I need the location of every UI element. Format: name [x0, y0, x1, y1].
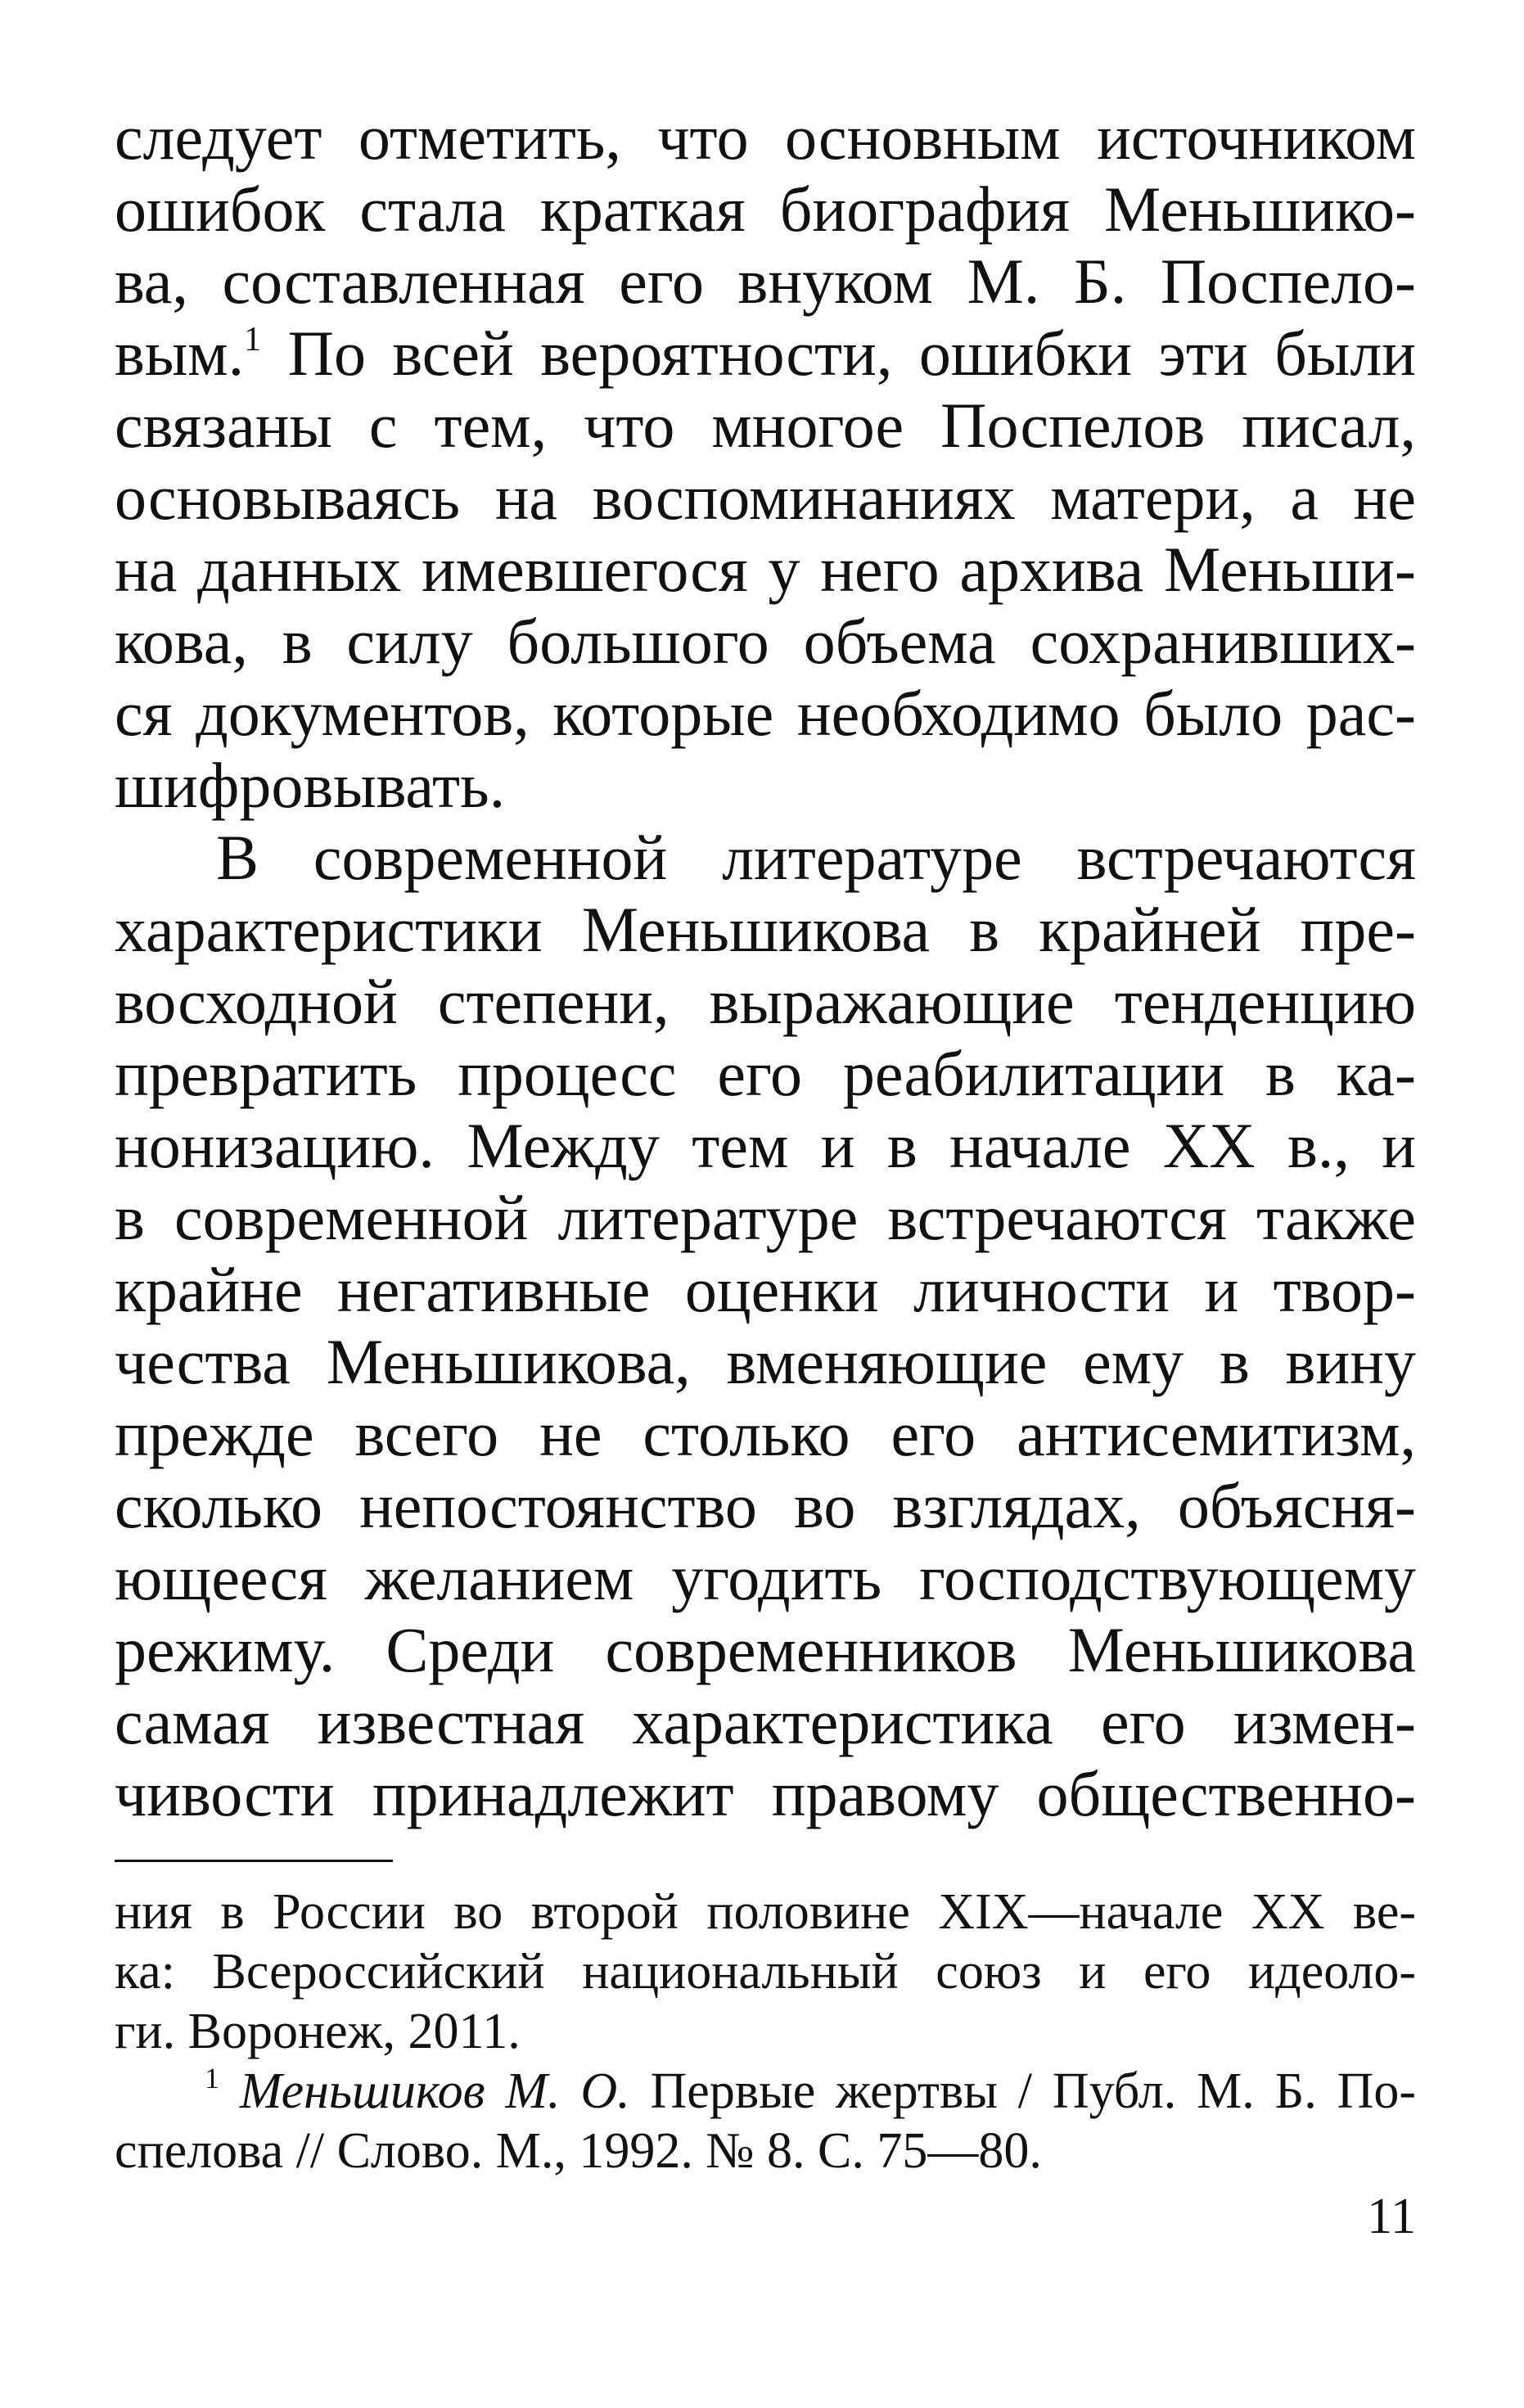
text-line: режиму. Среди современников Меньшикова	[115, 1614, 1416, 1685]
footnote-separator	[115, 1860, 393, 1862]
text-fragment: вым.	[115, 318, 245, 389]
footnote-number: 1	[205, 2062, 219, 2095]
text-line: самая известная характеристика его измен-	[115, 1686, 1416, 1757]
text-line: ошибок стала краткая биография Меньшико-	[115, 174, 1416, 245]
footnote-line: ка: Всероссийский национальный союз и его идеоло-	[115, 1944, 1416, 2000]
footnote-reference: 1	[244, 321, 262, 358]
text-line: восходной степени, выражающие тенденцию	[115, 966, 1416, 1037]
text-line: прежде всего не столько его антисемитизм,	[115, 1398, 1416, 1469]
text-line: связаны с тем, что многое Поспелов писал,	[115, 390, 1416, 461]
text-line: чества Меньшикова, вменяющие ему в вину	[115, 1326, 1416, 1397]
text-line: сколько непостоянство во взглядах, объясня-	[115, 1470, 1416, 1541]
text-line: ва, составленная его внуком М. Б. Поспело-	[115, 246, 1416, 317]
text-line: нонизацию. Между тем и в начале XX в., и	[115, 1110, 1416, 1181]
footnote-author: Меньшиков М. О.	[239, 2063, 630, 2119]
text-line: в современной литературе встречаются также	[115, 1182, 1416, 1253]
text-line: характеристики Меньшикова в крайней пре-	[115, 894, 1416, 965]
text-line: на данных имевшегося у него архива Меньши-	[115, 534, 1416, 605]
text-line: основываясь на воспоминаниях матери, а не	[115, 462, 1416, 533]
footnotes	[115, 1883, 1416, 2181]
text-line: ся документов, которые необходимо было рас-	[115, 678, 1416, 749]
text-line: превратить процесс его реабилитации в ка-	[115, 1038, 1416, 1109]
text-line: кова, в силу большого объема сохранивших-	[115, 606, 1416, 677]
footnote-1-line	[115, 2062, 1416, 2122]
footnote-line: ния в России во второй половине XIX—начале XX ве-	[115, 1884, 1416, 1940]
main-text	[115, 101, 1416, 1830]
text-line: крайне негативные оценки личности и твор-	[115, 1254, 1416, 1325]
footnote-line: спелова // Слово. М., 1992. № 8. С. 75—80.	[115, 2123, 1042, 2179]
text-line: шифровывать.	[115, 750, 506, 821]
footnote-text: Первые жертвы / Публ. М. Б. По-	[629, 2063, 1416, 2119]
text-line: следует отметить, что основным источником	[115, 101, 1416, 173]
text-fragment: По всей вероятности, ошибки эти были	[287, 318, 1417, 389]
text-line: В современной литературе встречаются	[216, 822, 1416, 893]
page-number: 11	[1367, 2189, 1416, 2244]
text-line: чивости принадлежит правому общественно-	[115, 1758, 1416, 1829]
footnote-line: ги. Воронеж, 2011.	[115, 2004, 521, 2059]
text-line-with-footnote	[115, 318, 1416, 390]
text-line: ющееся желанием угодить господствующему	[115, 1542, 1416, 1613]
